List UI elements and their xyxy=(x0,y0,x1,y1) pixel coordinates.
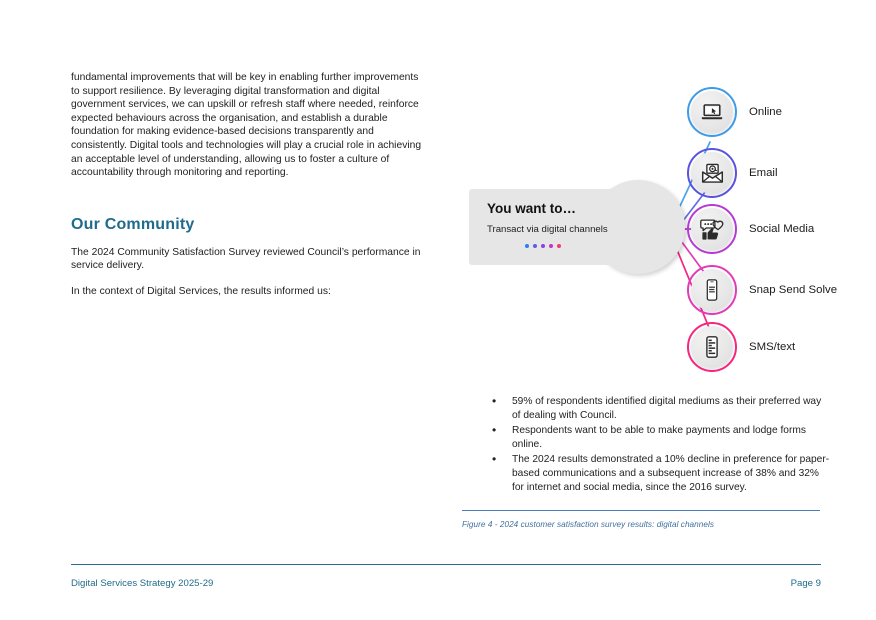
body-paragraph-1: The 2024 Community Satisfaction Survey reviewed Council’s performance in service delivery. xyxy=(71,246,421,272)
callout-dot-3 xyxy=(541,244,545,248)
channel-label-email: Email xyxy=(749,167,778,179)
page-footer xyxy=(71,578,821,589)
footer-page-number: Page 9 xyxy=(790,578,821,589)
figure-digital-channels xyxy=(460,70,840,540)
figure-caption: Figure 4 - 2024 customer satisfaction survey results: digital channels xyxy=(462,520,714,529)
channel-label-sms-text: SMS/text xyxy=(749,341,796,353)
channel-label-online: Online xyxy=(749,106,782,118)
callout-dot-2 xyxy=(533,244,537,248)
channel-disc-sms-text xyxy=(691,326,733,368)
phone-snap-send-solve-icon xyxy=(700,278,724,302)
channel-label-snap-send-solve: Snap Send Solve xyxy=(749,284,838,296)
channel-disc-email xyxy=(691,152,733,194)
laptop-cursor-icon xyxy=(700,100,724,124)
envelope-at-icon xyxy=(700,161,725,186)
callout-dot-row xyxy=(487,236,645,248)
callout-content xyxy=(469,189,645,265)
figure-divider xyxy=(462,510,820,511)
footer-divider xyxy=(71,564,821,565)
list-item: • The 2024 results demonstrated a 10% decline in preference for paper-based communications and a subsequent increase of 38% and 32% for internet and social media, since the 2016 survey. xyxy=(482,453,830,495)
callout-dot-4 xyxy=(549,244,553,248)
channel-disc-online xyxy=(691,91,733,133)
callout-subtitle: Transact via digital channels xyxy=(487,224,608,235)
social-engagement-icon xyxy=(699,216,725,242)
channel-disc-social-media xyxy=(691,208,733,250)
channel-disc-snap-send-solve xyxy=(691,269,733,311)
footer-document-title: Digital Services Strategy 2025-29 xyxy=(71,578,214,589)
list-item: • 59% of respondents identified digital mediums as their preferred way of dealing with Council. xyxy=(482,395,830,423)
figure-bullet-list xyxy=(482,395,830,496)
callout-dot-5 xyxy=(557,244,561,248)
phone-message-icon xyxy=(700,335,724,359)
intro-paragraph: fundamental improvements that will be key in enabling further improvements to support resilience. By leveraging digital transformation and digital government services, we can upskill or refresh staff where needed, reinforce expected behaviours across the organisation, and establish a durable foundation for making evidence-based decisions transparently and consistently. Digital tools and technologies will play a crucial role in achieving an acceptable level of understanding, allowing us to foster a culture of accountability through monitoring and reporting. xyxy=(71,72,422,179)
callout-dot-1 xyxy=(525,244,529,248)
section-heading-our-community: Our Community xyxy=(71,215,195,233)
channel-diagram xyxy=(460,70,840,380)
left-text-column xyxy=(71,71,429,299)
callout-title: You want to… xyxy=(487,201,576,216)
list-item: • Respondents want to be able to make payments and lodge forms online. xyxy=(482,424,830,452)
body-paragraph-2: In the context of Digital Services, the results informed us: xyxy=(71,285,331,297)
channel-label-social-media: Social Media xyxy=(749,223,815,235)
